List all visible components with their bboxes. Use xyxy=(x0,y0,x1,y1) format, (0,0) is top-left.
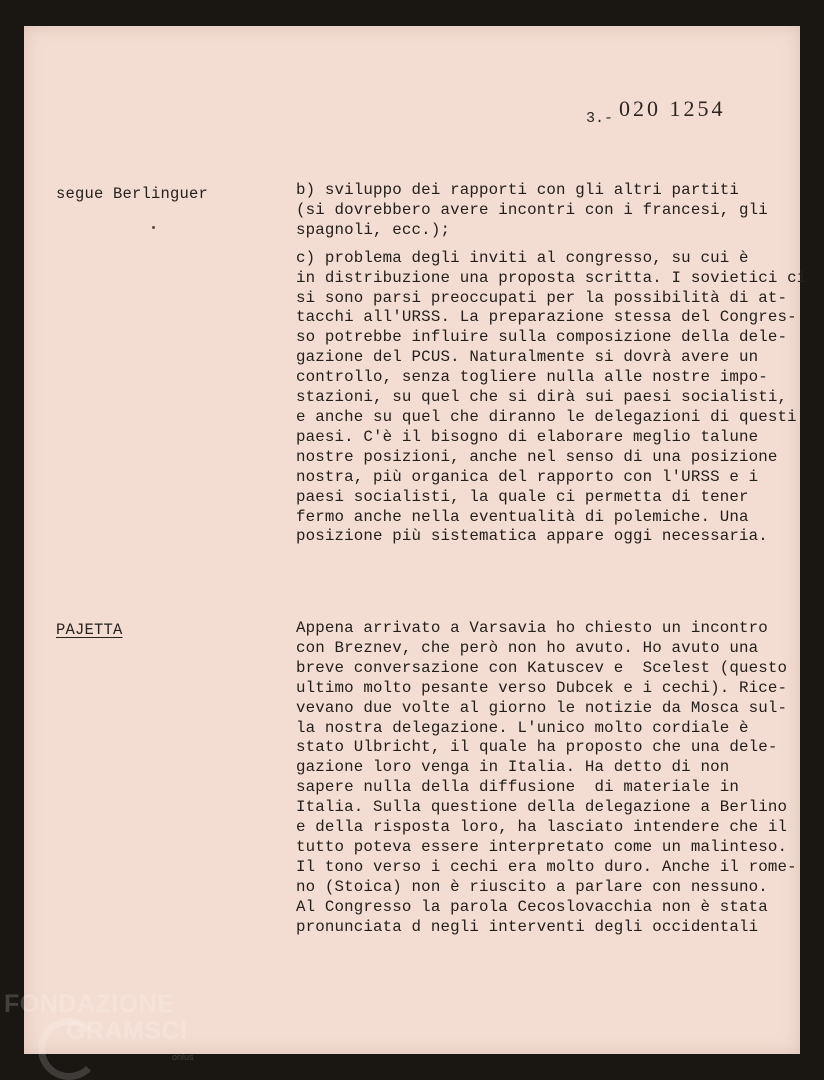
text-line: Appena arrivato a Varsavia ho chiesto un incontro xyxy=(296,619,768,637)
text-line: posizione più sistematica appare oggi necessaria. xyxy=(296,527,768,546)
text-line: stato Ulbricht, il quale ha proposto che una dele- xyxy=(296,738,778,757)
stamp-number: 020 1254 xyxy=(619,96,726,121)
logo-line3: onlus xyxy=(172,1052,194,1062)
text-line: nostre posizioni, anche nel senso di una posizione xyxy=(296,447,778,466)
text-line: so potrebbe influire sulla composizione della dele- xyxy=(296,328,788,347)
section-berlinguer xyxy=(296,181,807,547)
text-line: controllo, senza togliere nulla alle nostre impo- xyxy=(296,368,768,387)
text-line: (si dovrebbero avere incontri con i francesi, gli xyxy=(296,200,768,219)
text-line: Al Congresso la parola Cecoslovacchia non è stata xyxy=(296,897,768,916)
text-line: gazione loro venga in Italia. Ha detto di non xyxy=(296,758,730,777)
text-line: spagnoli, ecc.); xyxy=(296,220,451,239)
text-line: nostra, più organica del rapporto con l'URSS e i xyxy=(296,467,759,486)
text-line: e anche su quel che diranno le delegazioni di questi xyxy=(296,407,797,426)
text-line: breve conversazione con Katuscev e Scelest (questo xyxy=(296,658,788,677)
text-line: b) sviluppo dei rapporti con gli altri partiti xyxy=(296,181,739,199)
speaker-label-berlinguer: segue Berlinguer xyxy=(56,185,209,203)
text-line: paesi. C'è il bisogno di elaborare meglio talune xyxy=(296,427,759,446)
text-line: paesi socialisti, la quale ci permetta di tener xyxy=(296,487,749,506)
ink-dot xyxy=(152,226,155,229)
logo-line1: FONDAZIONE xyxy=(4,990,175,1018)
paragraph-b xyxy=(296,181,796,241)
fondazione-gramsci-watermark xyxy=(4,990,194,1062)
text-line: fermo anche nella eventualità di polemiche. Una xyxy=(296,507,749,526)
text-line: vevano due volte al giorno le notizie da Mosca sul- xyxy=(296,698,788,717)
paragraph-pajetta xyxy=(296,619,796,938)
text-line: in distribuzione una proposta scritta. I sovietici ci xyxy=(296,268,807,287)
text-line: no (Stoica) non è riuscito a parlare con nessuno. xyxy=(296,877,768,896)
text-line: Italia. Sulla questione della delegazione a Berlino xyxy=(296,798,788,817)
stamp-prefix: 3.- xyxy=(586,110,614,127)
logo-line2: GRAMSCI xyxy=(66,1017,188,1045)
text-line: la nostra delegazione. L'unico molto cordiale è xyxy=(296,718,749,737)
text-line: tutto poteva essere interpretato come un malinteso. xyxy=(296,837,788,856)
text-line: Il tono verso i cechi era molto duro. Anche il rome- xyxy=(296,857,797,876)
archive-stamp xyxy=(586,96,726,127)
section-pajetta xyxy=(296,619,796,938)
text-line: gazione del PCUS. Naturalmente si dovrà avere un xyxy=(296,348,759,367)
text-line: con Breznev, che però non ho avuto. Ho avuto una xyxy=(296,638,759,657)
text-line: e della risposta loro, ha lasciato intendere che il xyxy=(296,818,788,837)
text-line: c) problema degli inviti al congresso, su cui è xyxy=(296,248,749,267)
text-line: sapere nulla della diffusione di materiale in xyxy=(296,778,739,797)
logo-ring-icon xyxy=(38,1018,100,1080)
text-line: si sono parsi preoccupati per la possibilità di at- xyxy=(296,288,788,307)
text-line: tacchi all'URSS. La preparazione stessa del Congres- xyxy=(296,308,797,327)
paragraph-c xyxy=(296,248,807,548)
text-line: stazioni, su quel che si dirà sui paesi socialisti, xyxy=(296,388,788,407)
speaker-label-pajetta: PAJETTA xyxy=(56,621,123,639)
text-line: pronunciata d negli interventi degli occidentali xyxy=(296,917,759,936)
text-line: ultimo molto pesante verso Dubcek e i cechi). Rice- xyxy=(296,678,788,697)
